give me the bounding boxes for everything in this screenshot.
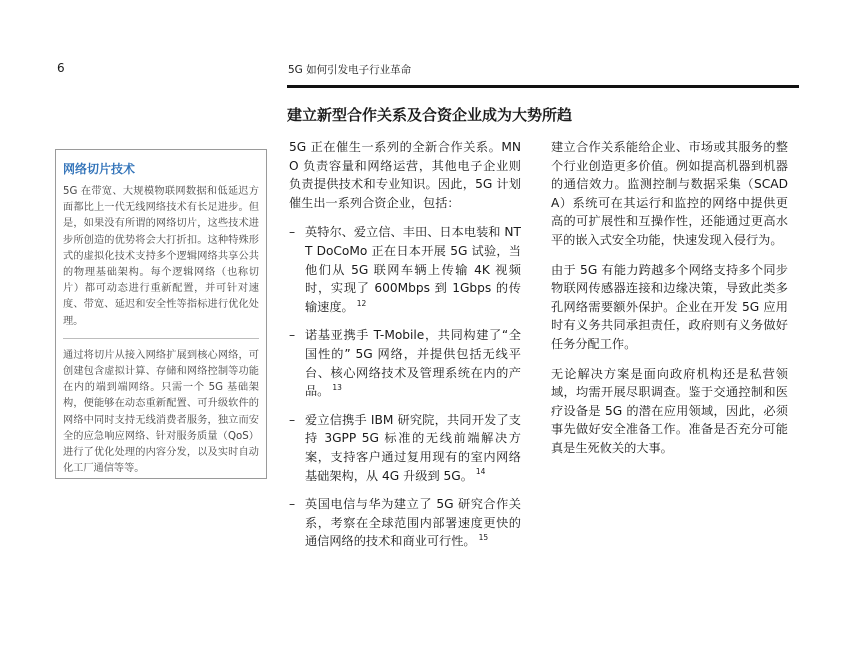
body-paragraph: 建立合作关系能给企业、市场或其服务的整个行业创造更多价值。例如提高机器到机器的通信效力。监测控制与数据采集（SCADA）系统可在其运行和监控的网络中提供更高的可扩展性和互操作性，还能通过更高水平的嵌入式安全功能，快速发现入侵行为。 (551, 140, 788, 247)
list-item (289, 411, 521, 485)
running-header-title: 5G 如何引发电子行业革命 (288, 64, 412, 76)
sidebar-divider (63, 338, 259, 339)
list-item (289, 223, 521, 316)
dash-bullet: – (289, 497, 296, 512)
sidebar-title: 网络切片技术 (63, 162, 136, 176)
header-rule (287, 85, 799, 88)
intro-paragraph: 5G 正在催生一系列的全新合作关系。MNO 负责容量和网络运营，其他电子企业则负责提供技术和专业知识。因此，5G 计划催生出一系列合资企业，包括： (289, 140, 521, 210)
list-item-text: 英国电信与华为建立了 5G 研究合作关系，考察在全球范围内部署速度更快的通信网络的技术和商业可行性。 (305, 497, 521, 549)
dash-bullet: – (289, 225, 296, 240)
right-column (551, 138, 788, 469)
dash-bullet: – (289, 412, 296, 427)
list-item-text: 爱立信携手 IBM 研究院，共同开发了支持 3GPP 5G 标准的无线前端解决方案，支持客户通过复用现有的室内网络基础架构，从 4G 升级到 5G。 (305, 412, 521, 483)
body-paragraph: 无论解决方案是面向政府机构还是私营领域，均需开展尽职调查。鉴于交通控制和医疗设备是 5G 的潜在应用领域，因此，必须事先做好安全准备工作。准备是否充分可能真是生死攸关的大事。 (551, 366, 788, 455)
list-item-text: 英特尔、爱立信、丰田、日本电装和 NTT DoCoMo 正在日本开展 5G 试验，当他们从 5G 联网车辆上传输 4K 视频时，实现了 600Mbps 到 1Gbps 的传输速度。 (305, 225, 521, 314)
middle-column (289, 138, 521, 561)
joint-venture-list (289, 223, 521, 551)
page-number: 6 (57, 61, 65, 75)
section-title: 建立新型合作关系及合资企业成为大势所趋 (287, 106, 573, 124)
list-item (289, 495, 521, 551)
sidebar-paragraph: 通过将切片从接入网络扩展到核心网络，可创建包含虚拟计算、存储和网络控制等功能在内的端到端网络。只需一个 5G 基础架构，便能够在动态重新配置、可升级软件的网络中同时支持无线消费者服务，独立而安全的应急响应网络、针对服务质量（QoS）进行了优化处理的内容分发，以及实时自动化工厂通信等等。 (63, 349, 259, 475)
footnote-ref: 12 (356, 298, 367, 308)
sidebar-paragraph: 5G 在带宽、大规模物联网数据和低延迟方面都比上一代无线网络技术有长足进步。但是，如果没有所谓的网络切片，这些技术进步所创造的优势将会大打折扣。这种特殊形式的虚拟化技术支持多个逻辑网络共享公共的物理基础架构。每个逻辑网络（也称切片）都可动态进行重新配置，并可针对速度、带宽、延迟和安全性等指标进行优化处理。 (63, 186, 259, 327)
footnote-ref: 14 (475, 467, 486, 477)
list-item (289, 326, 521, 400)
footnote-ref: 13 (332, 383, 342, 393)
list-item-text: 诺基亚携手 T-Mobile，共同构建了“全国性的” 5G 网络，并提供包括无线平台、核心网络技术及管理系统在内的产品。 (305, 328, 521, 399)
dash-bullet: – (289, 328, 296, 343)
body-paragraph: 由于 5G 有能力跨越多个网络支持多个同步物联网传感器连接和边缘决策，导致此类多孔网络需要额外保护。企业在开发 5G 应用时有义务共同承担责任，政府则有义务做好任务分配工作。 (551, 262, 788, 351)
sidebar-box-network-slicing (55, 149, 267, 479)
footnote-ref: 15 (478, 533, 489, 543)
